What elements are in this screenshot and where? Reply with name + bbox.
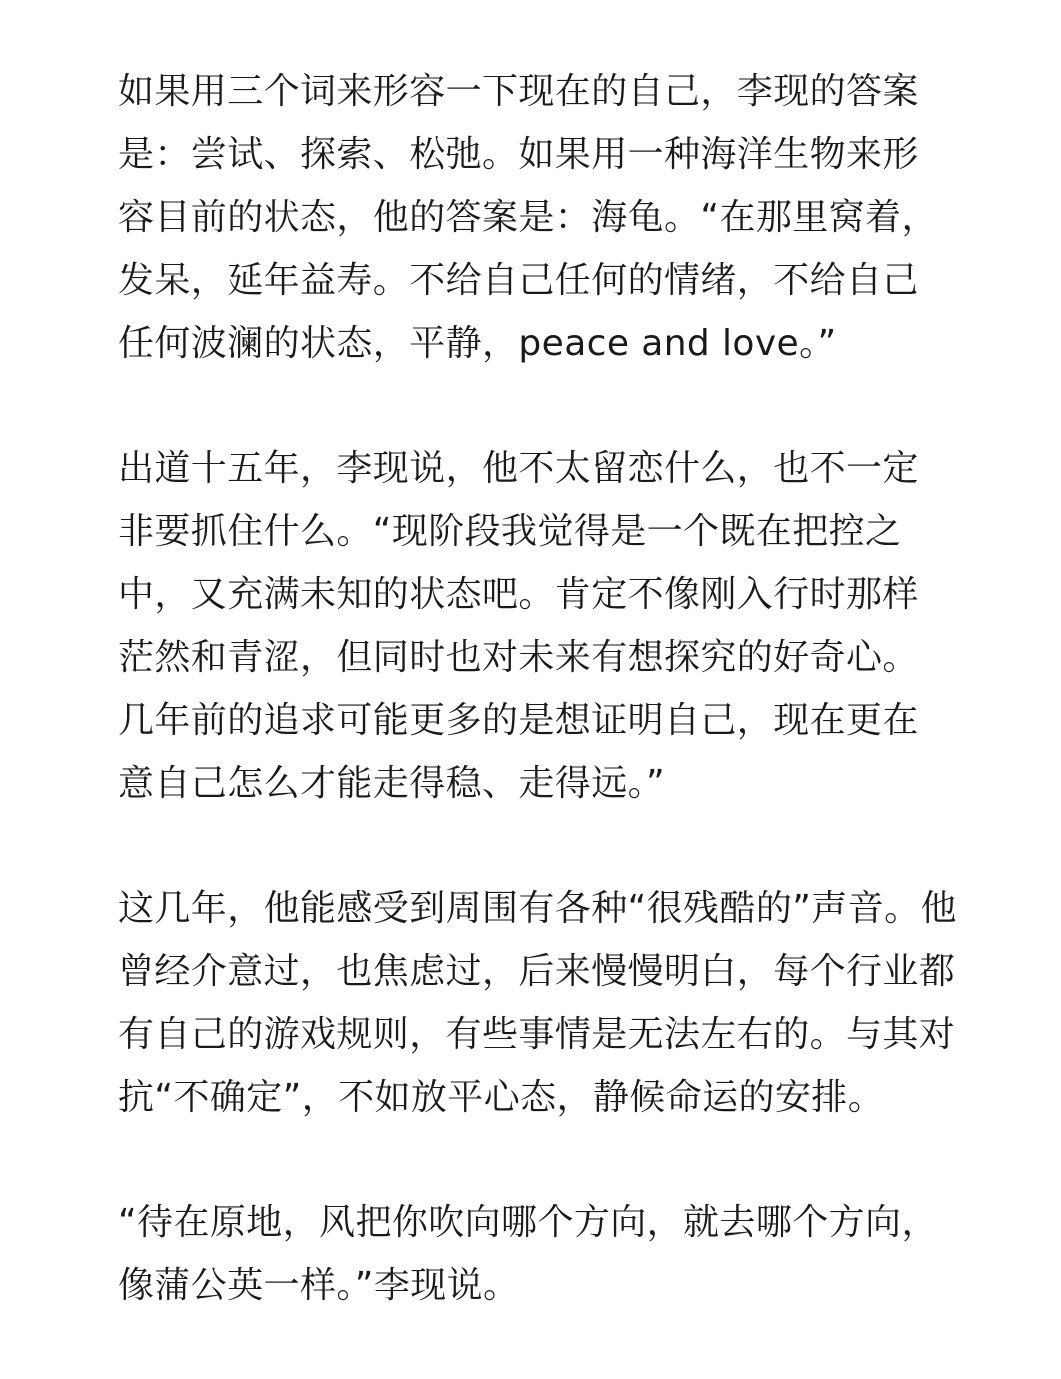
text-line: 茫然和青涩，但同时也对未来有想探究的好奇心。 [118, 637, 919, 678]
text-line: 意自己怎么才能走得稳、走得远。” [118, 763, 666, 804]
text-line: 像蒲公英一样。”李现说。 [118, 1265, 520, 1306]
paragraph-1 [118, 60, 948, 375]
text-line: 如果用三个词来形容一下现在的自己，李现的答案 [118, 71, 919, 112]
text-line: 是：尝试、探索、松弛。如果用一种海洋生物来形 [118, 134, 919, 175]
text-line: 中，又充满未知的状态吧。肯定不像刚入行时那样 [118, 574, 919, 615]
paragraph-3 [118, 877, 957, 1129]
text-line: 有自己的游戏规则，有些事情是无法左右的。与其对 [118, 1014, 956, 1055]
text-line: 曾经介意过，也焦虑过，后来慢慢明白，每个行业都 [118, 951, 956, 992]
text-line: 容目前的状态，他的答案是：海龟。“在那里窝着， [118, 197, 938, 238]
paragraph-2 [118, 437, 948, 815]
paragraph-4 [118, 1191, 948, 1317]
text-line: 任何波澜的状态，平静，peace and love。” [118, 323, 837, 364]
text-line: 非要抓住什么。“现阶段我觉得是一个既在把控之 [118, 511, 902, 552]
text-line: 出道十五年，李现说，他不太留恋什么，也不一定 [118, 448, 919, 489]
text-line: 几年前的追求可能更多的是想证明自己，现在更在 [118, 700, 919, 741]
article-body [118, 60, 957, 1379]
text-line: 抗“不确定”，不如放平心态，静候命运的安排。 [118, 1077, 885, 1118]
text-line: “待在原地，风把你吹向哪个方向，就去哪个方向， [118, 1202, 938, 1243]
text-line: 发呆，延年益寿。不给自己任何的情绪，不给自己 [118, 260, 919, 301]
text-line: 这几年，他能感受到周围有各种“很残酷的”声音。他 [118, 888, 957, 929]
